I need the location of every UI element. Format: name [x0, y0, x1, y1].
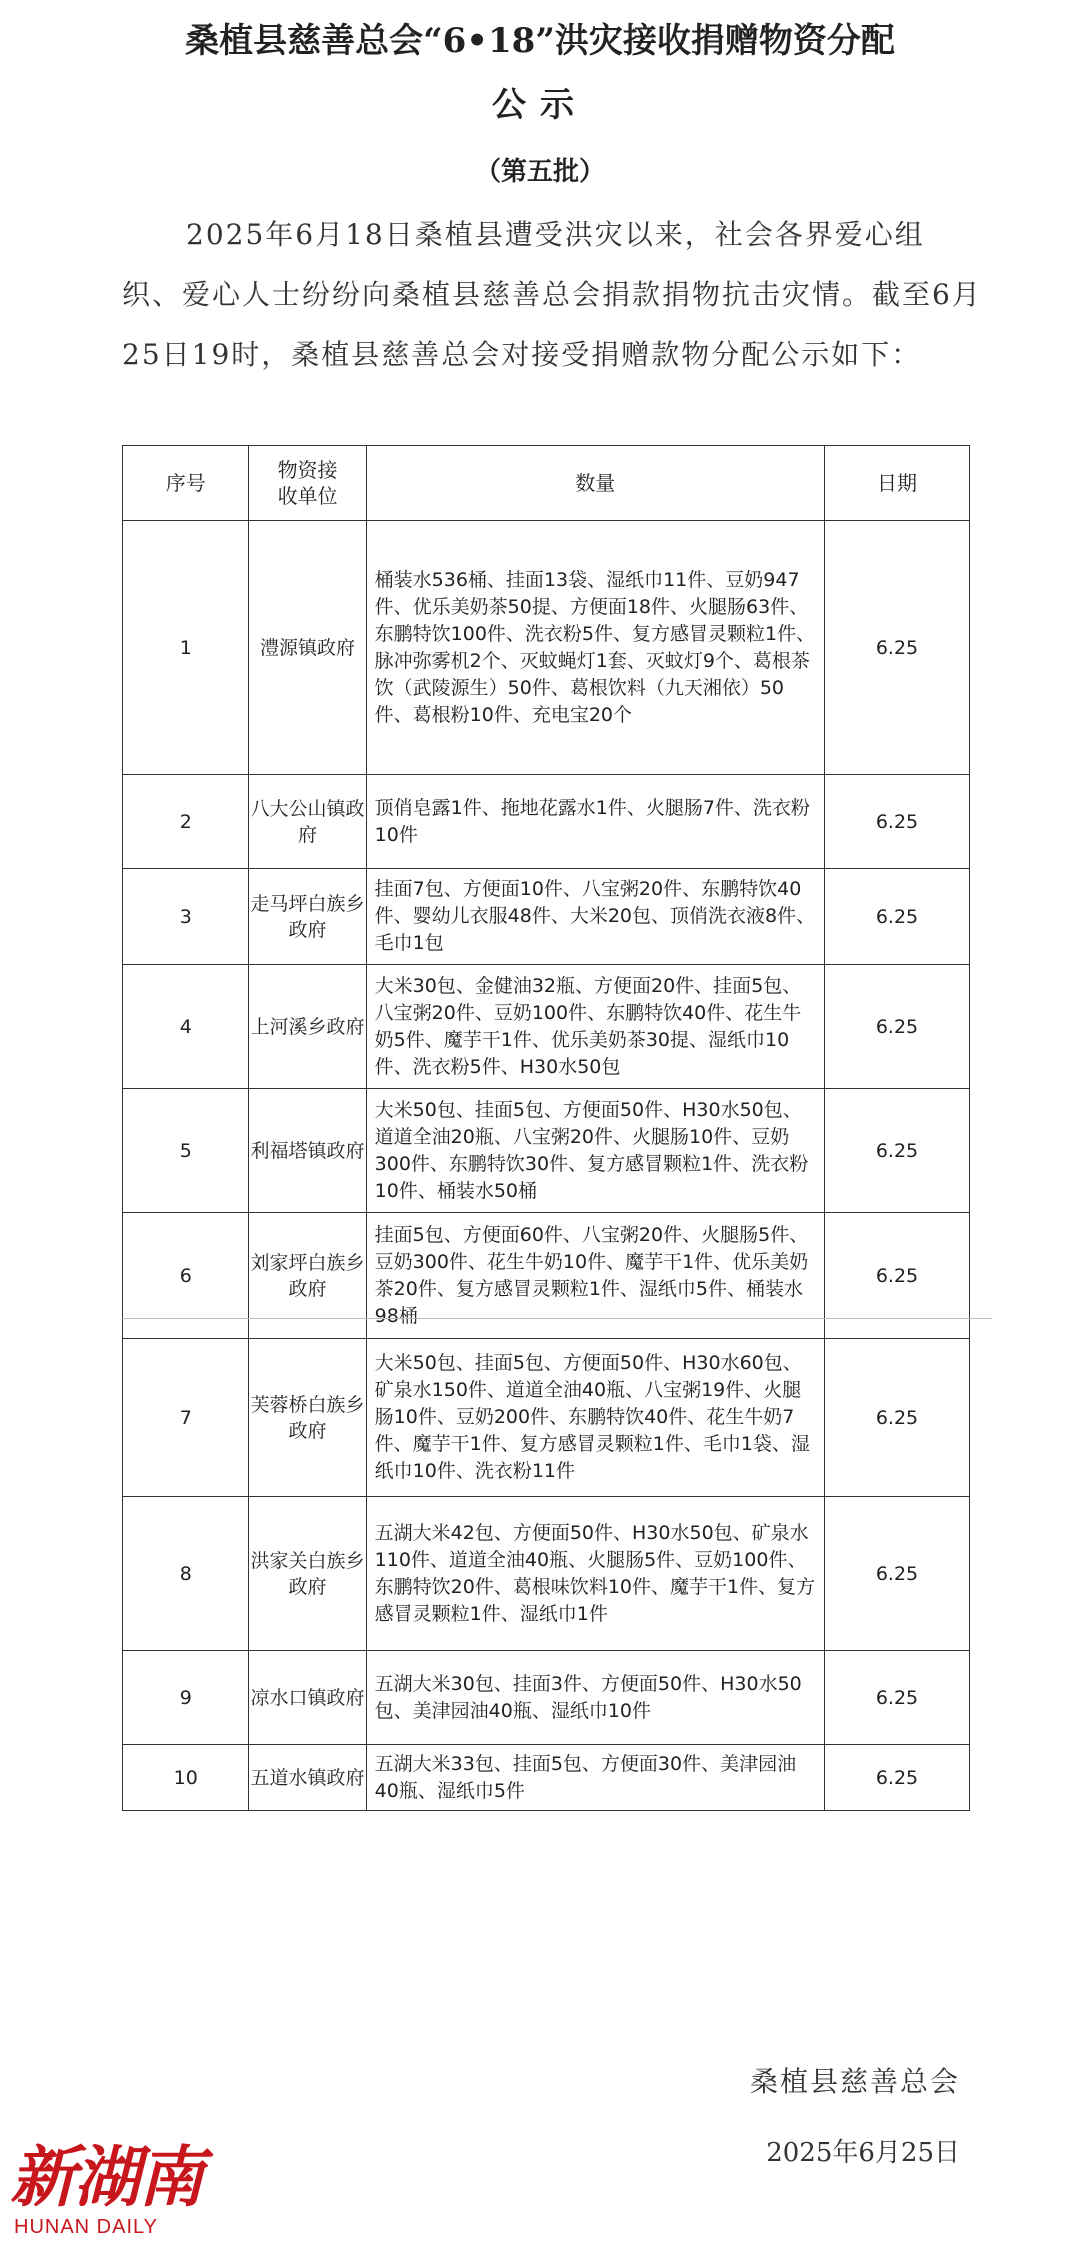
table-row	[123, 965, 970, 1089]
row-qty: 大米30包、金健油32瓶、方便面20件、挂面5包、八宝粥20件、豆奶100件、东鹏特饮40件、花生牛奶5件、魔芋干1件、优乐美奶茶30提、湿纸巾10件、洗衣粉5件、H30水50包	[366, 965, 824, 1089]
row-date: 6.25	[824, 1213, 969, 1339]
table-row	[123, 1745, 970, 1811]
signature-org: 桑植县慈善总会	[749, 2065, 960, 2098]
row-unit: 八大公山镇政府	[249, 775, 366, 869]
row-qty: 挂面5包、方便面60件、八宝粥20件、火腿肠5件、豆奶300件、花生牛奶10件、魔芋干1件、优乐美奶茶20件、复方感冒灵颗粒1件、湿纸巾5件、桶装水98桶	[366, 1213, 824, 1339]
allocation-table	[122, 445, 970, 1811]
row-unit: 刘家坪白族乡政府	[249, 1213, 366, 1339]
row-no: 3	[123, 869, 249, 965]
row-qty: 大米50包、挂面5包、方便面50件、H30水60包、矿泉水150件、道道全油40瓶、八宝粥19件、火腿肠10件、豆奶200件、东鹏特饮40件、花生牛奶7件、魔芋干1件、复方感冒灵颗粒1件、毛巾1袋、湿纸巾10件、洗衣粉11件	[366, 1339, 824, 1497]
row-date: 6.25	[824, 965, 969, 1089]
row-date: 6.25	[824, 869, 969, 965]
table-row	[123, 869, 970, 965]
signature-date: 2025年6月25日	[766, 2138, 960, 2168]
header-unit-line1: 物资接	[277, 458, 338, 482]
row-date: 6.25	[824, 775, 969, 869]
row-qty: 桶装水536桶、挂面13袋、湿纸巾11件、豆奶947件、优乐美奶茶50提、方便面18件、火腿肠63件、东鹏特饮100件、洗衣粉5件、复方感冒灵颗粒1件、脉冲弥雾机2个、灭蚊蝇灯1套、灭蚊灯9个、葛根茶饮（武陵源生）50件、葛根饮料（九天湘依）50件、葛根粉10件、充电宝20个	[366, 521, 824, 775]
row-no: 7	[123, 1339, 249, 1497]
table-row	[123, 1339, 970, 1497]
notice-title: 桑植县慈善总会“6•18”洪灾接收捐赠物资分配	[185, 21, 895, 61]
table-header-row	[123, 446, 970, 521]
intro-paragraph: 2025年6月18日桑植县遭受洪灾以来，社会各界爱心组织、爱心人士纷纷向桑植县慈善总会捐款捐物抗击灾情。截至6月25日19时，桑植县慈善总会对接受捐赠款物分配公示如下：	[122, 218, 982, 371]
row-qty: 五湖大米30包、挂面3件、方便面50件、H30水50包、美津园油40瓶、湿纸巾10件	[366, 1651, 824, 1745]
row-no: 2	[123, 775, 249, 869]
row-no: 4	[123, 965, 249, 1089]
row-unit: 上河溪乡政府	[249, 965, 366, 1089]
table-row	[123, 1213, 970, 1339]
batch-label: （第五批）	[474, 157, 605, 187]
table-row	[123, 775, 970, 869]
row-date: 6.25	[824, 1651, 969, 1745]
row-no: 5	[123, 1089, 249, 1213]
row-qty: 五湖大米42包、方便面50件、H30水50包、矿泉水110件、道道全油40瓶、火腿肠5件、豆奶100件、东鹏特饮20件、葛根味饮料10件、魔芋干1件、复方感冒灵颗粒1件、湿纸巾1件	[366, 1497, 824, 1651]
row-unit: 澧源镇政府	[249, 521, 366, 775]
page-seam-divider	[122, 1318, 992, 1319]
table-row	[123, 1089, 970, 1213]
row-date: 6.25	[824, 1745, 969, 1811]
row-unit: 洪家关白族乡政府	[249, 1497, 366, 1651]
row-qty: 顶俏皂露1件、拖地花露水1件、火腿肠7件、洗衣粉10件	[366, 775, 824, 869]
notice-title-subtitle: 公示	[492, 85, 588, 125]
row-no: 6	[123, 1213, 249, 1339]
hunan-daily-logo	[10, 2140, 250, 2250]
row-unit: 芙蓉桥白族乡政府	[249, 1339, 366, 1497]
row-qty: 五湖大米33包、挂面5包、方便面30件、美津园油40瓶、湿纸巾5件	[366, 1745, 824, 1811]
table-row	[123, 1497, 970, 1651]
row-no: 10	[123, 1745, 249, 1811]
table-row	[123, 521, 970, 775]
logo-chinese-text: 新湖南	[10, 2138, 202, 2216]
row-unit: 走马坪白族乡政府	[249, 869, 366, 965]
row-date: 6.25	[824, 1497, 969, 1651]
header-no: 序号	[123, 446, 249, 521]
row-qty: 挂面7包、方便面10件、八宝粥20件、东鹏特饮40件、婴幼儿衣服48件、大米20包、顶俏洗衣液8件、毛巾1包	[366, 869, 824, 965]
table-row	[123, 1651, 970, 1745]
row-date: 6.25	[824, 521, 969, 775]
row-unit: 五道水镇政府	[249, 1745, 366, 1811]
row-no: 9	[123, 1651, 249, 1745]
header-date: 日期	[824, 446, 969, 521]
header-unit-line2: 收单位	[277, 484, 338, 508]
row-date: 6.25	[824, 1089, 969, 1213]
row-no: 8	[123, 1497, 249, 1651]
row-unit: 凉水口镇政府	[249, 1651, 366, 1745]
row-qty: 大米50包、挂面5包、方便面50件、H30水50包、道道全油20瓶、八宝粥20件、火腿肠10件、豆奶300件、东鹏特饮30件、复方感冒颗粒1件、洗衣粉10件、桶装水50桶	[366, 1089, 824, 1213]
header-qty: 数量	[366, 446, 824, 521]
row-date: 6.25	[824, 1339, 969, 1497]
row-no: 1	[123, 521, 249, 775]
header-unit	[249, 446, 366, 521]
logo-english-text: HUNAN DAILY	[14, 2216, 158, 2238]
row-unit: 利福塔镇政府	[249, 1089, 366, 1213]
